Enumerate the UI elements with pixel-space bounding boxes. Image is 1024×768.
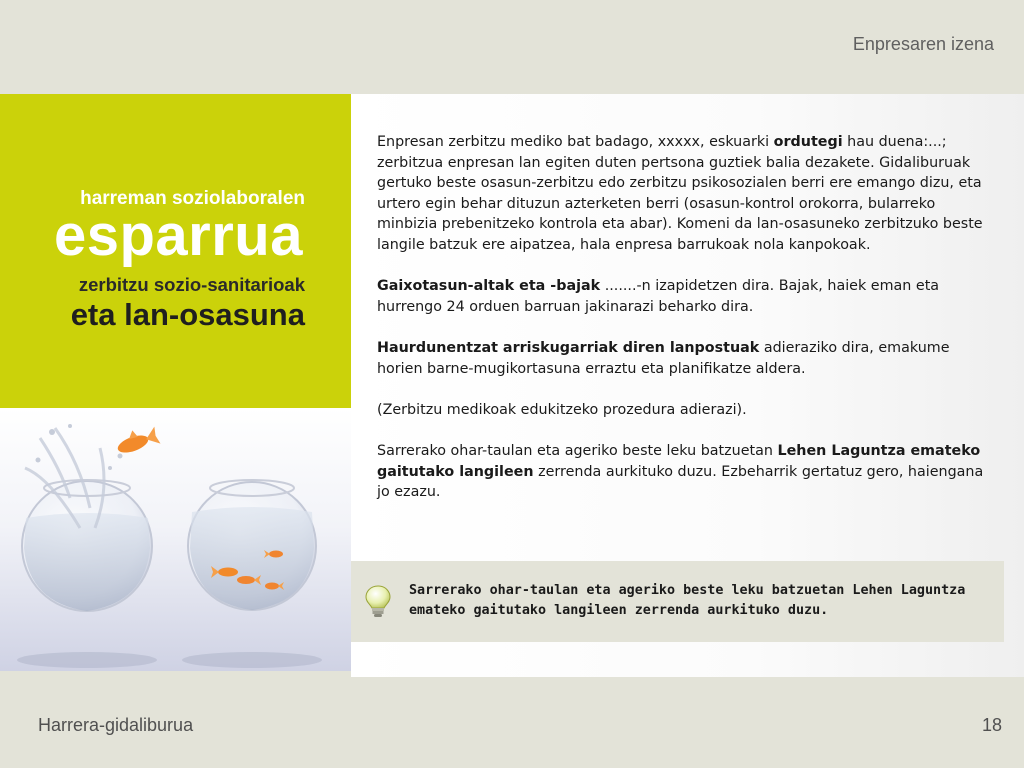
title-line-1: harreman soziolaboralen <box>80 188 305 209</box>
paragraph-1-bold: ordutegi <box>773 134 843 150</box>
paragraph-2 <box>377 276 987 317</box>
paragraph-5-bold: Lehen Laguntza emateko gaitutako langileen <box>377 442 981 480</box>
paragraph-2-bold: Gaixotasun-altak eta -bajak <box>377 278 601 295</box>
note-box <box>351 561 1004 642</box>
footer-title: Harrera-gidaliburua <box>38 715 194 735</box>
body-text <box>377 132 987 523</box>
note-text: Sarrerako ohar-taulan eta ageriko beste leku batzuetan Lehen Laguntza emateko gaitutako langileen zerrenda aurkituko duzu. <box>409 583 966 618</box>
paragraph-3-bold: Haurdunentzat arriskugarriak diren lanpostuak <box>377 339 760 356</box>
paragraph-4: (Zerbitzu medikoak edukitzeko prozedura adierazi). <box>377 401 747 418</box>
paragraph-5-rest: zerrenda aurkituko duzu. Ezbeharrik gertatuz gero, haiengana jo ezazu. <box>377 463 984 501</box>
paragraph-2-rest: .......-n izapidetzen dira. Bajak, haiek eman eta hurrengo 24 orduen barruan jakinarazi beharko dira. <box>377 278 940 315</box>
paragraph-1-rest: hau duena:...; zerbitzua enpresan lan egiten duten pertsona guztiek balia dezakete. Gidaliburuak gertuko beste osasun-zerbitzu edo zerbitzu psikosozialen berri ere emango dizu, eta urtero egin behar dituzun azterketen berri (osasun-kontrol orokorra, bularreko minbizia prebenitzeko kontrola eta abar). Komeni da lan-osasuneko zerbitzuko beste langile batzuk ere aipatzea, hala enpresa barrukoak nola kanpokoak. <box>377 134 983 253</box>
content-panel <box>351 94 1024 677</box>
paragraph-1-text: Enpresan zerbitzu mediko bat badago, xxxxx, eskuarki <box>377 134 774 150</box>
title-line-2: esparrua <box>53 203 303 268</box>
paragraph-3-rest: adieraziko dira, emakume horien barne-mugikortasuna erraztu eta planifikatze aldera. <box>377 339 950 377</box>
paragraph-1 <box>377 132 987 256</box>
paragraph-3 <box>377 338 987 379</box>
title-line-3: zerbitzu sozio-sanitarioak <box>78 274 305 295</box>
company-name: Enpresaren izena <box>852 34 994 54</box>
paragraph-5-text: Sarrerako ohar-taulan eta ageriko beste leku batzuetan <box>377 442 778 459</box>
lightbulb-icon <box>365 585 391 619</box>
top-bar <box>0 0 1024 94</box>
title-panel <box>0 94 351 408</box>
page-number: 18 <box>981 715 1002 735</box>
paragraph-5 <box>377 441 987 503</box>
fishbowl-photo <box>0 408 351 671</box>
title-line-4: eta lan-osasuna <box>70 297 305 332</box>
